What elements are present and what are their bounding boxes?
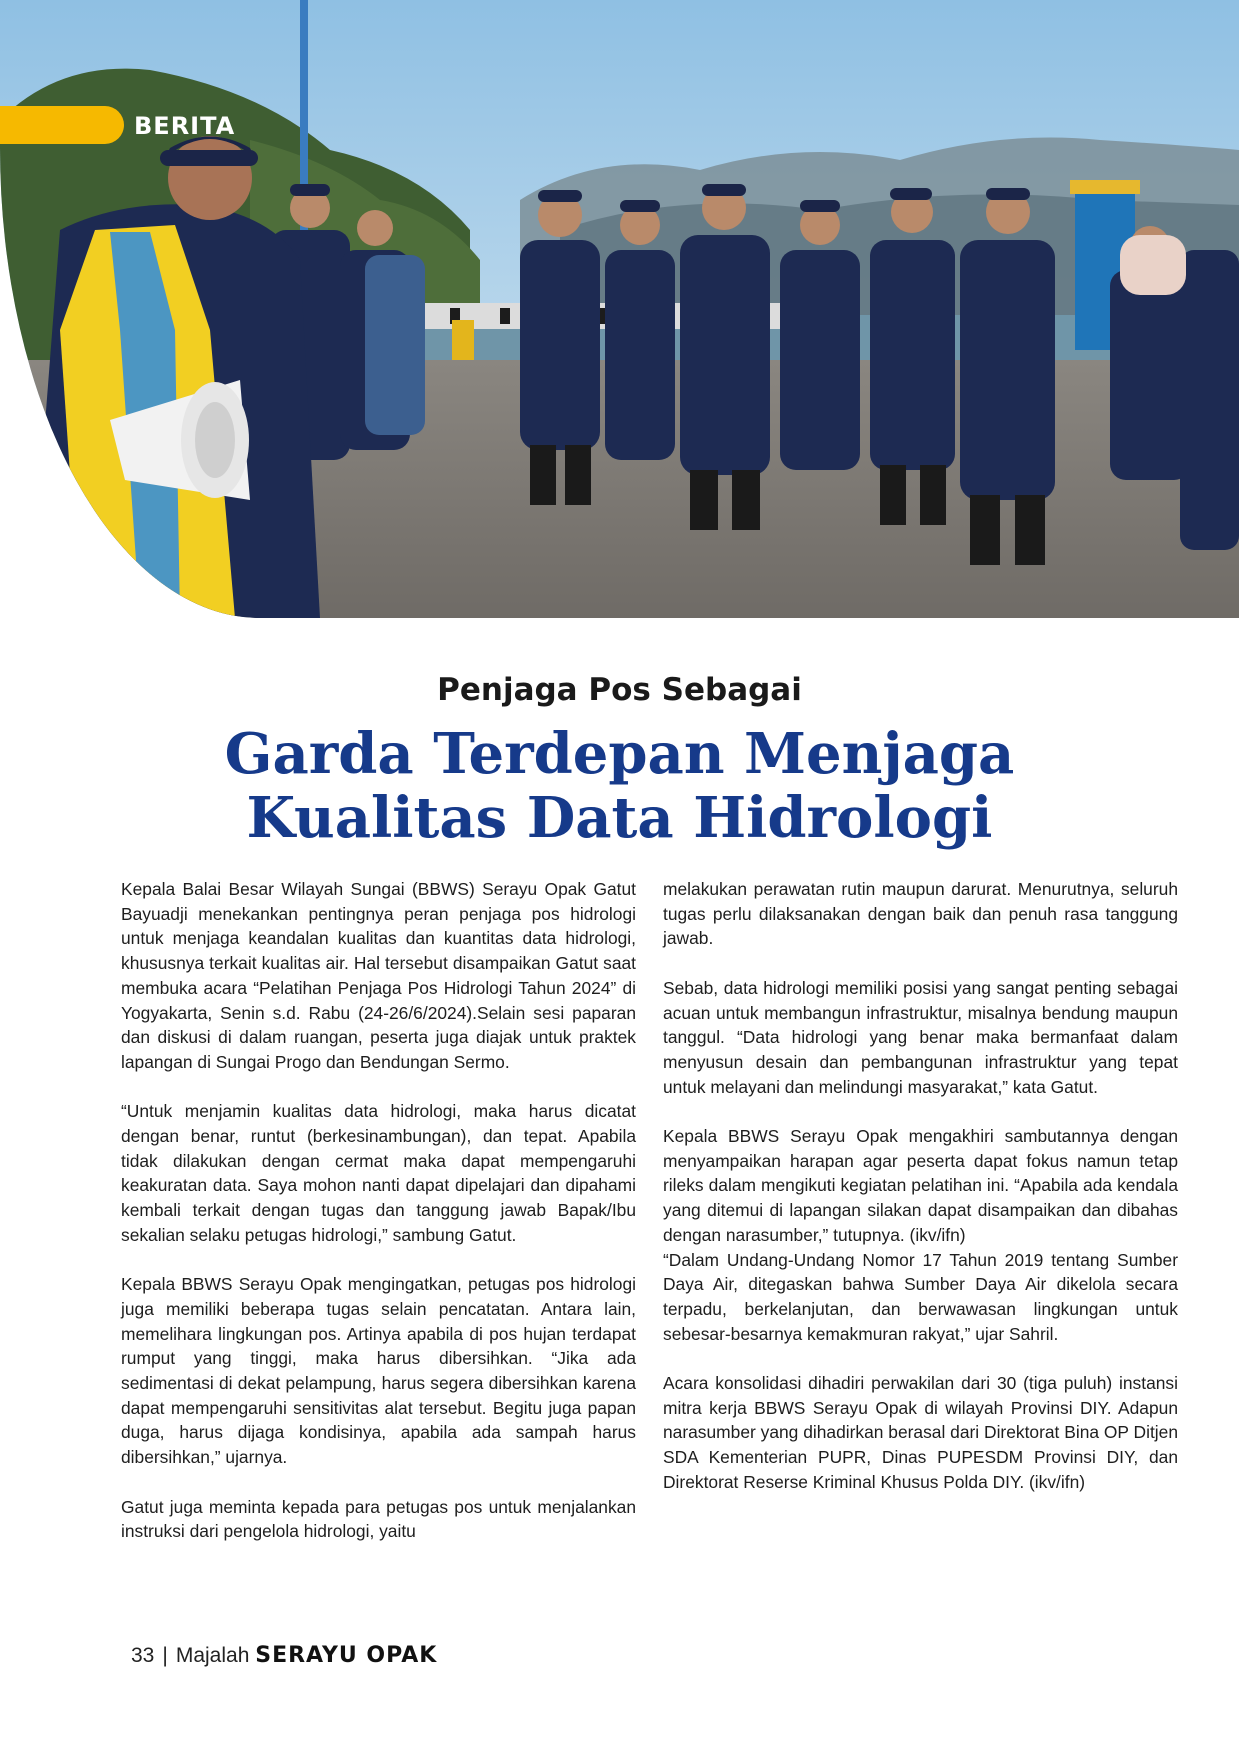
magazine-prefix: Majalah <box>175 1644 250 1667</box>
category-tab <box>0 106 124 144</box>
hero-photo <box>0 0 1239 618</box>
article-headline <box>0 722 1239 850</box>
paragraph: Acara konsolidasi dihadiri perwakilan dari 30 (tiga puluh) instansi mitra kerja BBWS Serayu Opak di wilayah Provinsi DIY. Adapun narasumber yang dihadirkan berasal dari Direktorat Bina OP Ditjen SDA Kementerian PUPR, Dinas PUPESDM Provinsi DIY, dan Direktorat Reserse Kriminal Khusus Polda DIY. (ikv/ifn) <box>663 1373 1178 1492</box>
paragraph: Kepala Balai Besar Wilayah Sungai (BBWS) Serayu Opak Gatut Bayuadji menekankan pentingnya peran penjaga pos hidrologi untuk menjaga keandalan kualitas dan kuantitas data hidrologi, khususnya terkait kualitas air. Hal tersebut disampaikan Gatut saat membuka acara “Pelatihan Penjaga Pos Hidrologi Tahun 2024” di Yogyakarta, Senin s.d. Rabu (24-26/6/2024).Selain sesi paparan dan diskusi di dalam ruangan, peserta juga diajak untuk praktek lapangan di Sungai Progo dan Bendungan Sermo. <box>121 879 636 1072</box>
page-footer <box>131 1643 437 1668</box>
article-column-right <box>663 877 1178 1495</box>
paragraph: Gatut juga meminta kepada para petugas pos untuk menjalankan instruksi dari pengelola hidrologi, yaitu <box>121 1496 636 1542</box>
paragraph: “Dalam Undang-Undang Nomor 17 Tahun 2019 tentang Sumber Daya Air, ditegaskan bahwa Sumber Daya Air dikelola secara terpadu, berkelanjutan, dan berwawasan lingkungan untuk sebesar-besarnya kemakmuran rakyat,” ujar Sahril. <box>663 1249 1178 1344</box>
article-column-left <box>121 877 636 1544</box>
category-label: BERITA <box>134 112 236 140</box>
paragraph: Kepala BBWS Serayu Opak mengakhiri sambutannya dengan menyampaikan harapan agar peserta dapat fokus namun tetap rileks dalam mengikuti kegiatan pelatihan ini. “Apabila ada kendala yang ditemui di lapangan silakan dapat disampaikan dan dibahas dengan narasumber,” tutupnya. (ikv/ifn) <box>663 1126 1178 1245</box>
paragraph: “Untuk menjamin kualitas data hidrologi, maka harus dicatat dengan benar, runtut (berkesinambungan), dan tepat. Apabila tidak dilakukan dengan cermat maka dapat mempengaruhi keakuratan data. Saya mohon nanti dapat dipelajari dan dipahami kembali terkait dengan tugas dan tanggung jawab Bapak/Ibu sekalian selaku petugas hidrologi,” sambung Gatut. <box>121 1101 636 1245</box>
field-training-photo <box>0 0 1239 618</box>
paragraph: Kepala BBWS Serayu Opak mengingatkan, petugas pos hidrologi juga memiliki beberapa tugas selain pencatatan. Antara lain, memelihara lingkungan pos. Artinya apabila di pos hujan terdapat rumput yang tinggi, maka harus dibersihkan. “Jika ada sedimentasi di dekat pelampung, harus segera dibersihkan karena dapat mempengaruhi sensitivitas alat tersebut. Begitu juga papan duga, harus dijaga kondisinya, apabila ada sampah harus dibersihkan,” ujarnya. <box>121 1274 636 1468</box>
footer-separator: | <box>162 1644 168 1667</box>
article-kicker: Penjaga Pos Sebagai <box>437 672 802 708</box>
paragraph: melakukan perawatan rutin maupun darurat. Menurutnya, seluruh tugas perlu dilaksanakan dengan baik dan penuh rasa tanggung jawab. <box>663 879 1178 949</box>
page-number: 33 <box>131 1644 155 1667</box>
paragraph: Sebab, data hidrologi memiliki posisi yang sangat penting sebagai acuan untuk membangun infrastruktur, misalnya bendung maupun tanggul. “Data hidrologi yang benar maka bermanfaat dalam menyusun desain dan pembangunan infrastruktur yang tepat untuk melayani dan melindungi masyarakat,” kata Gatut. <box>663 977 1178 1097</box>
magazine-name: SERAYU OPAK <box>255 1643 438 1668</box>
headline-line-2: Kualitas Data Hidrologi <box>246 785 993 851</box>
headline-line-1: Garda Terdepan Menjaga <box>224 721 1015 787</box>
